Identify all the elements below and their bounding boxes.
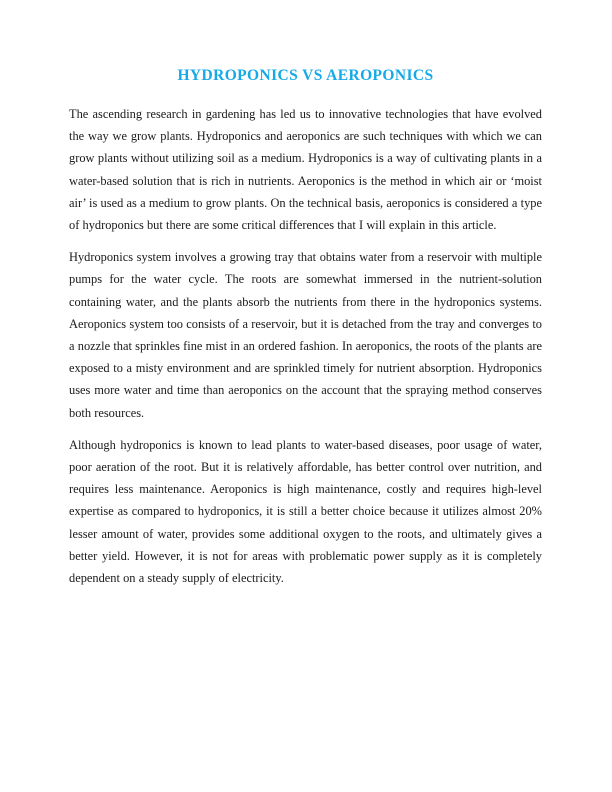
paragraph: Hydroponics system involves a growing tray that obtains water from a reservoir with multiple pumps for the water cycle. The roots are somewhat immersed in the nutrient-solution containing water, and the plants absorb the nutrients from there in the hydroponics systems. Aeroponics system too consists of a reservoir, but it is detached from the tray and converges to a nozzle that sprinkles fine mist in an ordered fashion. In aeroponics, the roots of the plants are exposed to a misty environment and are sprinkled timely for nutrient absorption. Hydroponics uses more water and time than aeroponics on the account that the spraying method conserves both resources. — [69, 250, 542, 420]
paragraph: Although hydroponics is known to lead plants to water-based diseases, poor usage of water, poor aeration of the root. But it is relatively affordable, has better control over nutrition, and requires less maintenance. Aeroponics is high maintenance, costly and requires high-level expertise as compared to hydroponics, it is still a better choice because it utilizes almost 20% lesser amount of water, provides some additional oxygen to the roots, and ultimately gives a better yield. However, it is not for areas with problematic power supply as it is completely dependent on a steady supply of electricity. — [69, 437, 542, 586]
page-title: HYDROPONICS VS AEROPONICS — [177, 67, 434, 84]
paragraph: The ascending research in gardening has led us to innovative technologies that have evolved the way we grow plants. Hydroponics and aeroponics are such techniques with which we can grow plants without utilizing soil as a medium. Hydroponics is a way of cultivating plants in a water-based solution that is rich in nutrients. Aeroponics is the method in which air or ‘moist air’ is used as a medium to grow plants. On the technical basis, aeroponics is considered a type of hydroponics but there are some critical differences that I will explain in this article. — [69, 107, 542, 233]
document-body — [69, 103, 542, 589]
